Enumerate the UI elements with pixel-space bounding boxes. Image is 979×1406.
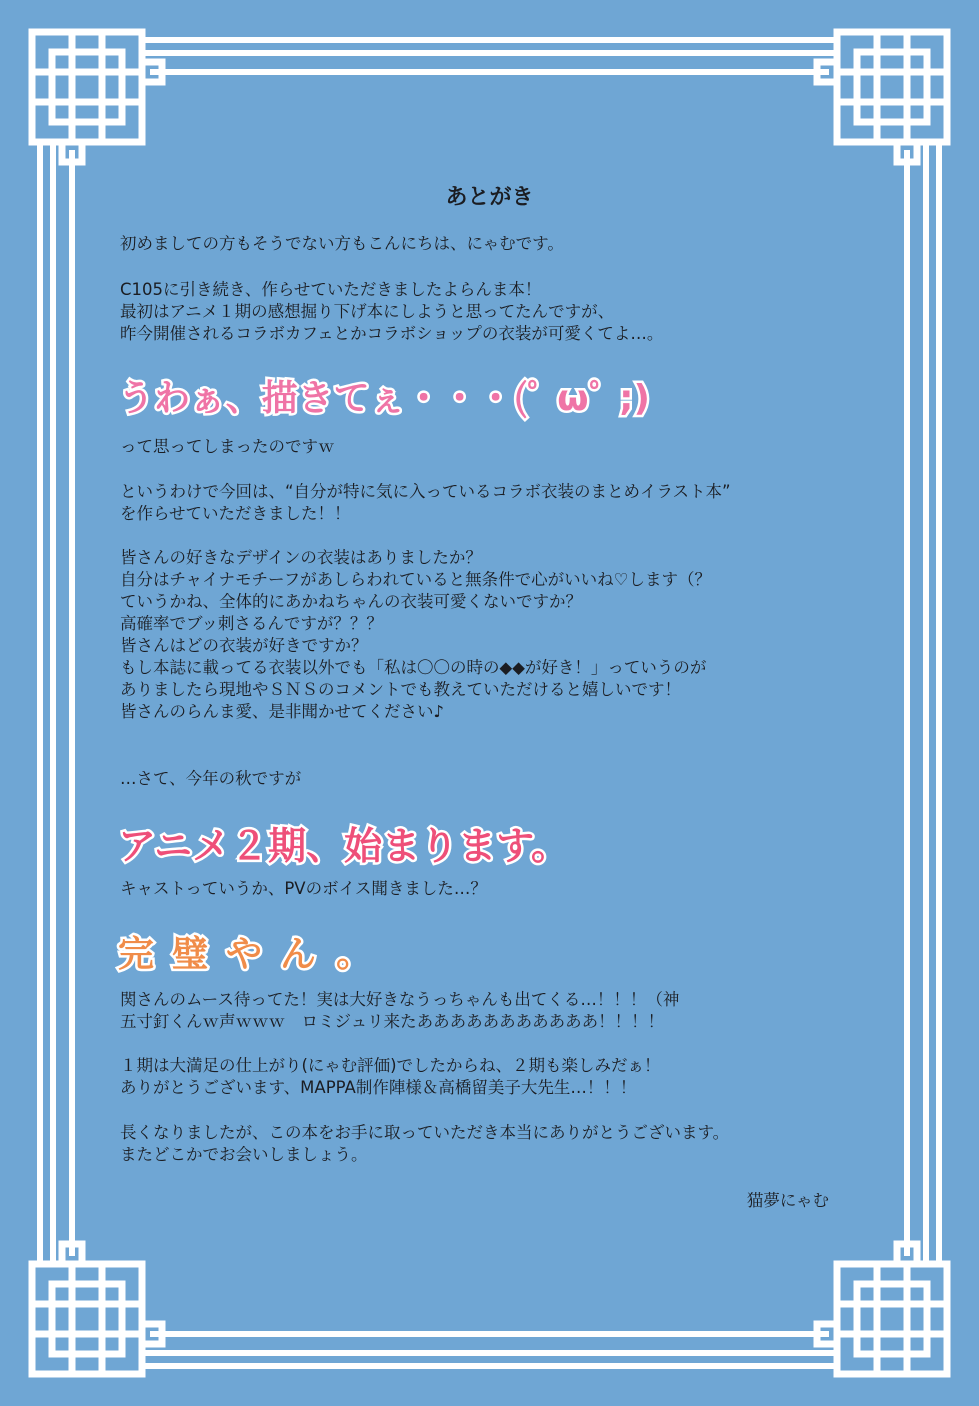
greeting-line: 初めましての方もそうでない方もこんにちは、にゃむです。 [120,234,564,253]
body-line: キャストっていうか、PVのボイス聞きました…？ [120,879,487,898]
body-line: 高確率でブッ刺さるんですが？？？ [120,614,383,633]
body-line: １期は大満足の仕上がり(にゃむ評価)でしたからね、２期も楽しみだぁ！ [120,1056,661,1075]
exclaim-draw-heading: うわぁ、描きてぇ・・・(ﾟ ωﾟ ;) [118,378,650,419]
body-line: 関さんのムース待ってた！実は大好きなうっちゃんも出てくる…！！！（神 [120,990,680,1009]
body-line: もし本誌に載ってる衣装以外でも「私は〇〇の時の◆◆が好き！」っていうのが [120,658,707,677]
body-line: …さて、今年の秋ですが [120,769,302,788]
body-line: を作らせていただきました！！ [120,504,351,523]
body-line: またどこかでお会いしましょう。 [120,1145,368,1164]
body-line: というわけで今回は、“自分が特に気に入っているコラボ衣装のまとめイラスト本” [120,482,731,501]
body-line: 自分はチャイナモチーフがあしらわれていると無条件で心がいいね♡します（？ [120,570,711,589]
exclaim-season2-heading: アニメ２期、始まります。 [118,824,570,868]
body-line: 皆さんの好きなデザインの衣装はありましたか？ [120,548,482,567]
author-signature: 猫夢にゃむ [746,1191,829,1210]
body-line: 皆さんはどの衣装が好きですか？ [120,636,368,655]
exclaim-perfect-heading: 完璧やん。 [118,934,391,975]
body-line: C105に引き続き、作らせていただきましたよらんま本！ [120,280,542,299]
body-line: 長くなりましたが、この本をお手に取っていただき本当にありがとうございます。 [120,1123,730,1142]
page-title: あとがき [445,185,534,210]
body-line: ありましたら現地やＳＮＳのコメントでも教えていただけると嬉しいです！ [120,680,681,699]
body-line: ていうかね、全体的にあかねちゃんの衣装可愛くないですか？ [120,592,582,611]
body-line: ありがとうございます、MAPPA制作陣様＆高橋留美子大先生…！！！ [120,1078,637,1097]
body-line: 昨今開催されるコラボカフェとかコラボショップの衣装が可愛くてよ…。 [120,324,664,343]
body-line: 最初はアニメ１期の感想掘り下げ本にしようと思ってたんですが、 [120,302,615,321]
body-line: 五寸釘くんｗ声ｗｗｗ ロミジュリ来たあああああああああああ！！！！ [120,1012,665,1031]
body-line: 皆さんのらんま愛、是非聞かせてください♪ [120,702,445,721]
body-line: って思ってしまったのですｗ [120,437,335,456]
